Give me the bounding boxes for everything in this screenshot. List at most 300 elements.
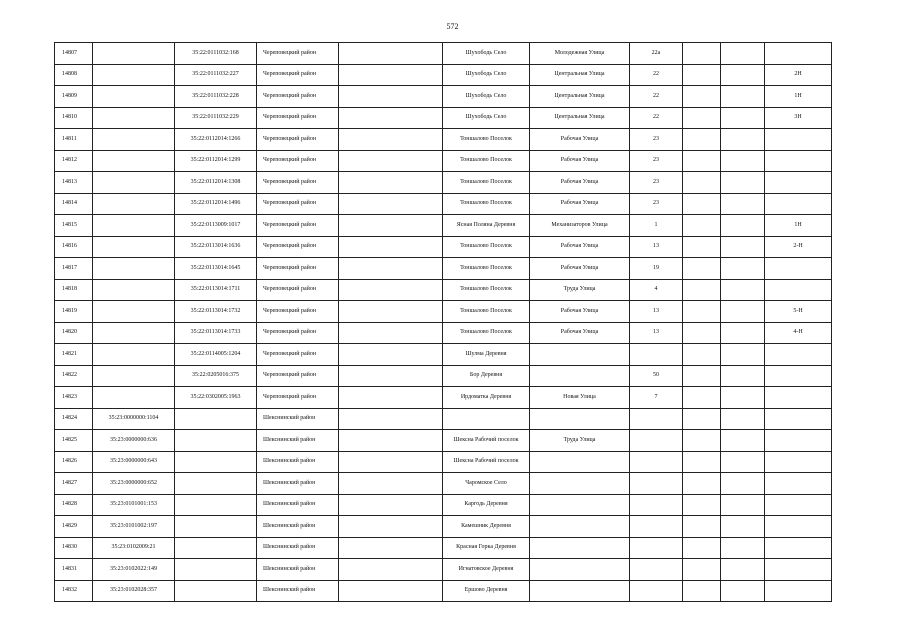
row-number-cell: 14829 (55, 516, 93, 538)
settlement-municipality-cell (339, 408, 443, 430)
locality-cell: Шулма Деревня (443, 344, 530, 366)
cadastral-number-alt-cell: 35:22:0112014:1266 (175, 129, 257, 151)
premises-cell (765, 344, 832, 366)
table-row (55, 279, 832, 301)
building-cell (683, 86, 721, 108)
structure-cell (721, 43, 765, 65)
cadastral-number-cell (93, 107, 175, 129)
settlement-municipality-cell (339, 215, 443, 237)
cadastral-number-alt-cell: 35:22:0111032:229 (175, 107, 257, 129)
premises-cell (765, 172, 832, 194)
district-cell: Череповецкий район (257, 344, 339, 366)
building-cell (683, 408, 721, 430)
cadastral-number-cell (93, 193, 175, 215)
premises-cell: 1Н (765, 86, 832, 108)
cadastral-number-cell (93, 365, 175, 387)
cadastral-number-alt-cell (175, 430, 257, 452)
settlement-municipality-cell (339, 387, 443, 409)
street-cell: Новая Улица (530, 387, 630, 409)
locality-cell: Бор Деревня (443, 365, 530, 387)
cadastral-number-alt-cell: 35:22:0113014:1711 (175, 279, 257, 301)
structure-cell (721, 172, 765, 194)
street-cell (530, 580, 630, 602)
cadastral-number-alt-cell (175, 559, 257, 581)
premises-cell (765, 279, 832, 301)
structure-cell (721, 537, 765, 559)
street-cell: Рабочая Улица (530, 301, 630, 323)
district-cell: Череповецкий район (257, 322, 339, 344)
cadastral-number-alt-cell: 35:22:0113009:1017 (175, 215, 257, 237)
building-cell (683, 580, 721, 602)
locality-cell: Игнатовское Деревня (443, 559, 530, 581)
settlement-municipality-cell (339, 516, 443, 538)
locality-cell: Тоншалово Поселок (443, 322, 530, 344)
cadastral-number-cell (93, 64, 175, 86)
street-cell: Труда Улица (530, 279, 630, 301)
settlement-municipality-cell (339, 344, 443, 366)
row-number-cell: 14823 (55, 387, 93, 409)
cadastral-number-alt-cell: 35:22:0113014:1733 (175, 322, 257, 344)
house-cell (630, 451, 683, 473)
locality-cell: Шухободь Село (443, 43, 530, 65)
district-cell: Череповецкий район (257, 86, 339, 108)
cadastral-number-alt-cell: 35:22:0111032:168 (175, 43, 257, 65)
house-cell: 23 (630, 172, 683, 194)
cadastral-number-cell (93, 43, 175, 65)
district-cell: Шекснинский район (257, 559, 339, 581)
locality-cell: Красная Горка Деревня (443, 537, 530, 559)
premises-cell (765, 537, 832, 559)
structure-cell (721, 344, 765, 366)
locality-cell: Шухободь Село (443, 64, 530, 86)
structure-cell (721, 494, 765, 516)
cadastral-number-cell (93, 322, 175, 344)
settlement-municipality-cell (339, 172, 443, 194)
street-cell: Рабочая Улица (530, 129, 630, 151)
building-cell (683, 387, 721, 409)
house-cell (630, 559, 683, 581)
structure-cell (721, 473, 765, 495)
locality-cell: Чаромское Село (443, 473, 530, 495)
row-number-cell: 14809 (55, 86, 93, 108)
structure-cell (721, 215, 765, 237)
cadastral-number-cell (93, 172, 175, 194)
district-cell: Череповецкий район (257, 193, 339, 215)
district-cell: Шекснинский район (257, 494, 339, 516)
street-cell: Труда Улица (530, 430, 630, 452)
settlement-municipality-cell (339, 559, 443, 581)
table-row (55, 559, 832, 581)
premises-cell: 4-Н (765, 322, 832, 344)
table-row (55, 344, 832, 366)
district-cell: Череповецкий район (257, 387, 339, 409)
structure-cell (721, 86, 765, 108)
row-number-cell: 14822 (55, 365, 93, 387)
building-cell (683, 430, 721, 452)
table-row (55, 150, 832, 172)
district-cell: Шекснинский район (257, 451, 339, 473)
structure-cell (721, 365, 765, 387)
table-row (55, 322, 832, 344)
locality-cell: Ирдоматка Деревня (443, 387, 530, 409)
building-cell (683, 322, 721, 344)
row-number-cell: 14816 (55, 236, 93, 258)
house-cell (630, 516, 683, 538)
row-number-cell: 14811 (55, 129, 93, 151)
cadastral-number-cell: 35:23:0000000:1104 (93, 408, 175, 430)
row-number-cell: 14825 (55, 430, 93, 452)
locality-cell: Шексна Рабочий поселок (443, 430, 530, 452)
structure-cell (721, 559, 765, 581)
locality-cell: Ясная Поляна Деревня (443, 215, 530, 237)
house-cell: 22 (630, 64, 683, 86)
premises-cell (765, 43, 832, 65)
cadastral-number-cell (93, 150, 175, 172)
street-cell: Рабочая Улица (530, 172, 630, 194)
table-row (55, 86, 832, 108)
row-number-cell: 14817 (55, 258, 93, 280)
premises-cell (765, 494, 832, 516)
building-cell (683, 215, 721, 237)
building-cell (683, 301, 721, 323)
house-cell: 23 (630, 193, 683, 215)
cadastral-number-alt-cell: 35:22:0113014:1732 (175, 301, 257, 323)
house-cell: 22 (630, 107, 683, 129)
structure-cell (721, 150, 765, 172)
cadastral-number-alt-cell: 35:22:0113014:1645 (175, 258, 257, 280)
settlement-municipality-cell (339, 236, 443, 258)
settlement-municipality-cell (339, 129, 443, 151)
house-cell: 23 (630, 129, 683, 151)
locality-cell: Шухободь Село (443, 107, 530, 129)
row-number-cell: 14830 (55, 537, 93, 559)
premises-cell (765, 365, 832, 387)
district-cell: Череповецкий район (257, 301, 339, 323)
row-number-cell: 14824 (55, 408, 93, 430)
district-cell: Череповецкий район (257, 365, 339, 387)
cadastral-number-alt-cell: 35:22:0111032:228 (175, 86, 257, 108)
house-cell (630, 537, 683, 559)
house-cell (630, 473, 683, 495)
cadastral-number-alt-cell (175, 580, 257, 602)
house-cell: 23 (630, 150, 683, 172)
building-cell (683, 236, 721, 258)
street-cell (530, 559, 630, 581)
settlement-municipality-cell (339, 537, 443, 559)
district-cell: Череповецкий район (257, 150, 339, 172)
cadastral-number-alt-cell: 35:22:0112014:1496 (175, 193, 257, 215)
settlement-municipality-cell (339, 258, 443, 280)
street-cell: Рабочая Улица (530, 150, 630, 172)
table-row (55, 408, 832, 430)
cadastral-number-alt-cell: 35:22:0113014:1636 (175, 236, 257, 258)
district-cell: Череповецкий район (257, 258, 339, 280)
cadastral-number-alt-cell (175, 537, 257, 559)
table-row (55, 473, 832, 495)
building-cell (683, 129, 721, 151)
table-row (55, 129, 832, 151)
cadastral-number-cell (93, 86, 175, 108)
row-number-cell: 14818 (55, 279, 93, 301)
building-cell (683, 172, 721, 194)
district-cell: Шекснинский район (257, 473, 339, 495)
cadastral-number-cell: 35:23:0000000:652 (93, 473, 175, 495)
building-cell (683, 344, 721, 366)
cadastral-number-cell: 35:23:0101001:153 (93, 494, 175, 516)
cadastral-number-cell: 35:23:0102009:21 (93, 537, 175, 559)
row-number-cell: 14815 (55, 215, 93, 237)
cadastral-number-cell (93, 387, 175, 409)
premises-cell: 2Н (765, 64, 832, 86)
district-cell: Череповецкий район (257, 107, 339, 129)
house-cell: 19 (630, 258, 683, 280)
district-cell: Череповецкий район (257, 43, 339, 65)
building-cell (683, 258, 721, 280)
street-cell: Молодежная Улица (530, 43, 630, 65)
district-cell: Череповецкий район (257, 172, 339, 194)
house-cell (630, 408, 683, 430)
structure-cell (721, 516, 765, 538)
building-cell (683, 559, 721, 581)
house-cell (630, 580, 683, 602)
row-number-cell: 14832 (55, 580, 93, 602)
settlement-municipality-cell (339, 301, 443, 323)
district-cell: Шекснинский район (257, 516, 339, 538)
premises-cell (765, 451, 832, 473)
street-cell: Рабочая Улица (530, 258, 630, 280)
cadastral-number-alt-cell (175, 451, 257, 473)
cadastral-number-alt-cell: 35:22:0302005:1963 (175, 387, 257, 409)
table-row (55, 258, 832, 280)
building-cell (683, 473, 721, 495)
street-cell: Механизаторов Улица (530, 215, 630, 237)
locality-cell: Тоншалово Поселок (443, 129, 530, 151)
row-number-cell: 14819 (55, 301, 93, 323)
building-cell (683, 150, 721, 172)
structure-cell (721, 107, 765, 129)
cadastral-number-cell: 35:23:0101002:197 (93, 516, 175, 538)
table-body (55, 43, 832, 602)
table-row (55, 107, 832, 129)
district-cell: Шекснинский район (257, 537, 339, 559)
street-cell (530, 537, 630, 559)
premises-cell (765, 559, 832, 581)
settlement-municipality-cell (339, 86, 443, 108)
row-number-cell: 14807 (55, 43, 93, 65)
cadastral-number-cell (93, 344, 175, 366)
cadastral-number-cell: 35:23:0102022:149 (93, 559, 175, 581)
settlement-municipality-cell (339, 279, 443, 301)
street-cell (530, 473, 630, 495)
house-cell: 22а (630, 43, 683, 65)
structure-cell (721, 408, 765, 430)
locality-cell: Тоншалово Поселок (443, 172, 530, 194)
settlement-municipality-cell (339, 64, 443, 86)
cadastral-number-alt-cell: 35:22:0112014:1299 (175, 150, 257, 172)
table-row (55, 580, 832, 602)
row-number-cell: 14812 (55, 150, 93, 172)
cadastral-number-cell: 35:23:0000000:636 (93, 430, 175, 452)
premises-cell: 3Н (765, 107, 832, 129)
house-cell: 13 (630, 322, 683, 344)
locality-cell: Тоншалово Поселок (443, 279, 530, 301)
structure-cell (721, 451, 765, 473)
cadastral-number-alt-cell: 35:22:0112014:1308 (175, 172, 257, 194)
structure-cell (721, 301, 765, 323)
locality-cell: Тоншалово Поселок (443, 301, 530, 323)
premises-cell (765, 516, 832, 538)
table-row (55, 365, 832, 387)
premises-cell: 1Н (765, 215, 832, 237)
table-row (55, 387, 832, 409)
premises-cell (765, 193, 832, 215)
structure-cell (721, 322, 765, 344)
row-number-cell: 14820 (55, 322, 93, 344)
district-cell: Череповецкий район (257, 236, 339, 258)
table-row (55, 430, 832, 452)
cadastral-number-cell: 35:23:0000000:643 (93, 451, 175, 473)
locality-cell: Шексна Рабочий поселок (443, 451, 530, 473)
house-cell: 1 (630, 215, 683, 237)
page-number: 572 (446, 22, 459, 31)
settlement-municipality-cell (339, 43, 443, 65)
table-row (55, 537, 832, 559)
cadastral-number-cell (93, 279, 175, 301)
building-cell (683, 107, 721, 129)
table-row (55, 236, 832, 258)
cadastral-number-cell (93, 236, 175, 258)
building-cell (683, 43, 721, 65)
row-number-cell: 14828 (55, 494, 93, 516)
premises-cell (765, 258, 832, 280)
house-cell (630, 494, 683, 516)
cadastral-number-cell (93, 258, 175, 280)
cadastral-number-alt-cell (175, 408, 257, 430)
premises-cell (765, 150, 832, 172)
street-cell (530, 494, 630, 516)
building-cell (683, 64, 721, 86)
district-cell: Шекснинский район (257, 430, 339, 452)
settlement-municipality-cell (339, 473, 443, 495)
premises-cell (765, 473, 832, 495)
district-cell: Череповецкий район (257, 129, 339, 151)
settlement-municipality-cell (339, 451, 443, 473)
row-number-cell: 14810 (55, 107, 93, 129)
district-cell: Череповецкий район (257, 279, 339, 301)
structure-cell (721, 64, 765, 86)
district-cell: Шекснинский район (257, 408, 339, 430)
district-cell: Череповецкий район (257, 64, 339, 86)
building-cell (683, 537, 721, 559)
house-cell: 22 (630, 86, 683, 108)
house-cell: 13 (630, 301, 683, 323)
row-number-cell: 14827 (55, 473, 93, 495)
row-number-cell: 14831 (55, 559, 93, 581)
street-cell (530, 344, 630, 366)
settlement-municipality-cell (339, 150, 443, 172)
locality-cell: Ершово Деревня (443, 580, 530, 602)
street-cell (530, 516, 630, 538)
settlement-municipality-cell (339, 107, 443, 129)
premises-cell: 5-Н (765, 301, 832, 323)
house-cell (630, 344, 683, 366)
row-number-cell: 14814 (55, 193, 93, 215)
structure-cell (721, 129, 765, 151)
settlement-municipality-cell (339, 430, 443, 452)
street-cell: Центральная Улица (530, 86, 630, 108)
structure-cell (721, 193, 765, 215)
street-cell (530, 365, 630, 387)
district-cell: Шекснинский район (257, 580, 339, 602)
cadastral-number-alt-cell: 35:22:0114005:1204 (175, 344, 257, 366)
locality-cell: Камешник Деревня (443, 516, 530, 538)
cadastral-number-alt-cell (175, 473, 257, 495)
table-row (55, 451, 832, 473)
locality-cell (443, 408, 530, 430)
house-cell: 13 (630, 236, 683, 258)
table-row (55, 172, 832, 194)
table-row (55, 516, 832, 538)
building-cell (683, 494, 721, 516)
structure-cell (721, 279, 765, 301)
building-cell (683, 279, 721, 301)
settlement-municipality-cell (339, 365, 443, 387)
cadastral-number-alt-cell (175, 494, 257, 516)
street-cell: Центральная Улица (530, 64, 630, 86)
street-cell (530, 408, 630, 430)
locality-cell: Каргодь Деревня (443, 494, 530, 516)
house-cell: 4 (630, 279, 683, 301)
premises-cell (765, 430, 832, 452)
structure-cell (721, 430, 765, 452)
row-number-cell: 14821 (55, 344, 93, 366)
street-cell: Рабочая Улица (530, 322, 630, 344)
street-cell: Рабочая Улица (530, 236, 630, 258)
premises-cell (765, 387, 832, 409)
table-row (55, 301, 832, 323)
house-cell (630, 430, 683, 452)
building-cell (683, 193, 721, 215)
cadastral-number-cell (93, 301, 175, 323)
settlement-municipality-cell (339, 322, 443, 344)
premises-cell (765, 580, 832, 602)
settlement-municipality-cell (339, 193, 443, 215)
cadastral-number-cell (93, 129, 175, 151)
table-row (55, 494, 832, 516)
building-cell (683, 516, 721, 538)
street-cell (530, 451, 630, 473)
structure-cell (721, 387, 765, 409)
table-row (55, 64, 832, 86)
settlement-municipality-cell (339, 494, 443, 516)
premises-cell (765, 129, 832, 151)
locality-cell: Тоншалово Поселок (443, 193, 530, 215)
structure-cell (721, 580, 765, 602)
table-row (55, 193, 832, 215)
district-cell: Череповецкий район (257, 215, 339, 237)
cadastral-number-alt-cell: 35:22:0111032:227 (175, 64, 257, 86)
settlement-municipality-cell (339, 580, 443, 602)
row-number-cell: 14808 (55, 64, 93, 86)
street-cell: Центральная Улица (530, 107, 630, 129)
premises-cell (765, 408, 832, 430)
structure-cell (721, 236, 765, 258)
house-cell: 50 (630, 365, 683, 387)
cadastral-number-cell (93, 215, 175, 237)
street-cell: Рабочая Улица (530, 193, 630, 215)
structure-cell (721, 258, 765, 280)
registry-table (54, 42, 832, 602)
